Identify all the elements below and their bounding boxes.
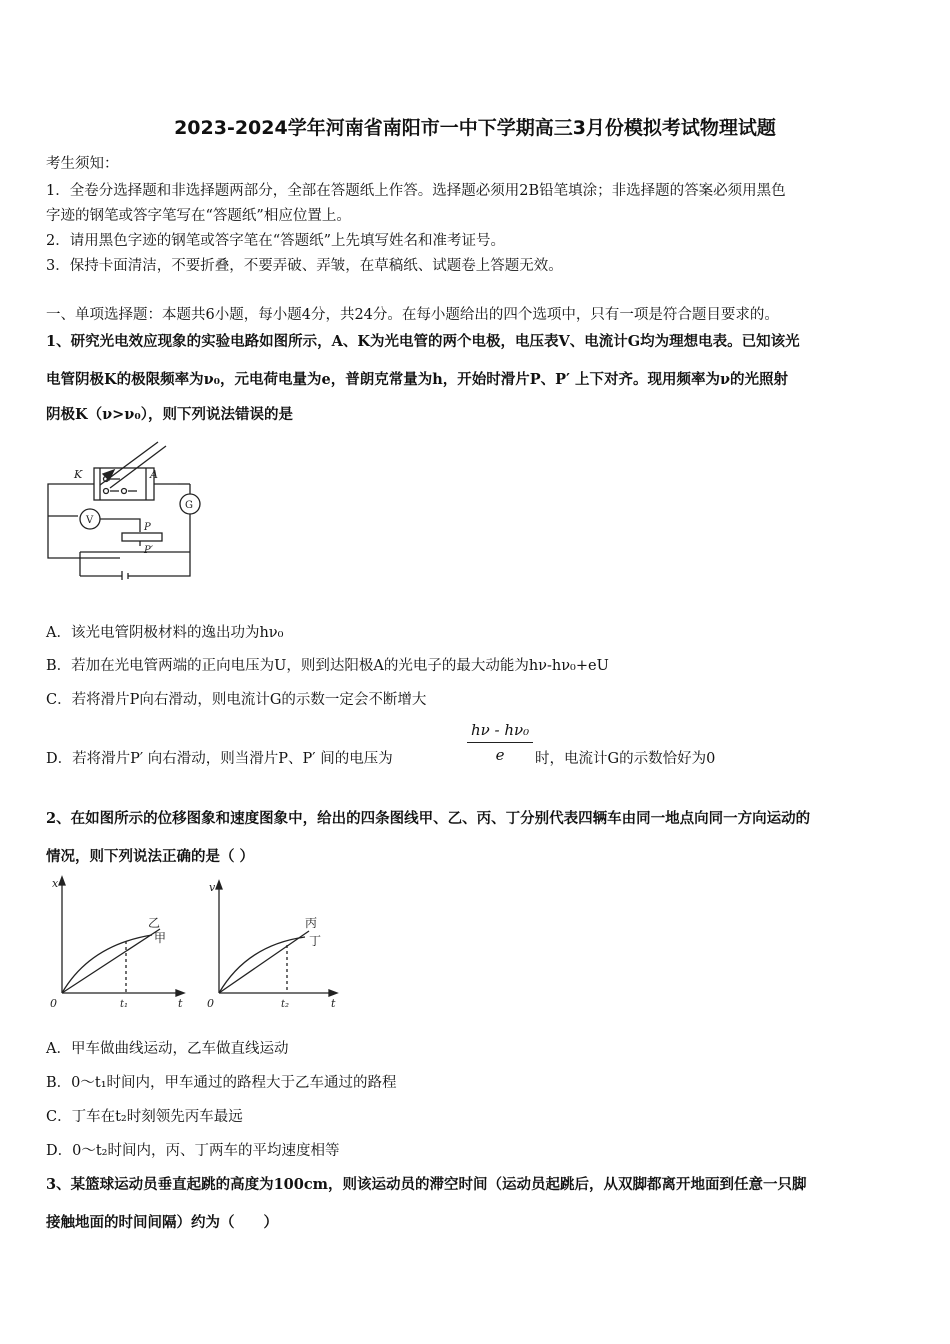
label-p: P	[144, 522, 151, 533]
axis-label-t: t	[178, 997, 183, 1010]
q2-stem: 情况，则下列说法正确的是（ ）	[46, 848, 255, 865]
q2-option-c: C．丁车在t₂时刻领先丙车最远	[46, 1109, 243, 1125]
q2-option-d: D．0～t₂时间内，丙、丁两车的平均速度相等	[46, 1143, 340, 1159]
curve-label-bing: 丙	[305, 916, 318, 930]
q1-stem: 电管阴极K的极限频率为ν₀，元电荷电量为e，普朗克常量为h，开始时滑片P、P′ 上下对齐。现用频率为ν的光照射	[46, 371, 789, 388]
label-a: A	[150, 468, 158, 481]
notice-item: 1．全卷分选择题和非选择题两部分，全部在答题纸上作答。选择题必须用2B铅笔填涂；非选择题的答案必须用黑色	[46, 183, 786, 199]
q1-option-c: C．若将滑片P向右滑动，则电流计G的示数一定会不断增大	[46, 692, 427, 708]
label-voltmeter: V	[86, 515, 94, 526]
curve-label-jia: 甲	[154, 931, 167, 945]
displacement-time-graph	[40, 875, 200, 1015]
q1-option-a: A．该光电管阴极材料的逸出功为hν₀	[46, 625, 284, 641]
fraction-denominator: e	[495, 746, 505, 764]
q3-stem: 接触地面的时间间隔）约为（ ）	[46, 1214, 278, 1231]
photoelectric-circuit-figure	[40, 440, 210, 580]
label-k: K	[74, 468, 83, 481]
section-heading: 一、单项选择题：本题共6小题，每小题4分，共24分。在每小题给出的四个选项中，只有一项是符合题目要求的。	[46, 307, 779, 323]
q2-stem: 2、在如图所示的位移图象和速度图象中，给出的四条图线甲、乙、丙、丁分别代表四辆车由同一地点向同一方向运动的	[46, 810, 811, 827]
axis-label-v: v	[209, 881, 216, 894]
label-galvanometer: G	[185, 500, 193, 511]
tick-label-t2: t₂	[281, 999, 290, 1010]
tick-label-t1: t₁	[120, 999, 129, 1010]
notice-item: 字迹的钢笔或答字笔写在“答题纸”相应位置上。	[46, 208, 351, 224]
q1-option-b: B．若加在光电管两端的正向电压为U，则到达阳极A的光电子的最大动能为hν-hν₀+eU	[46, 658, 609, 674]
q2-option-b: B．0～t₁时间内，甲车通过的路程大于乙车通过的路程	[46, 1075, 397, 1091]
q2-option-a: A．甲车做曲线运动，乙车做直线运动	[46, 1041, 289, 1057]
q3-stem: 3、某篮球运动员垂直起跳的高度为100cm，则该运动员的滞空时间（运动员起跳后，从双脚都离开地面到任意一只脚	[46, 1176, 807, 1193]
q1-option-d-post: 时，电流计G的示数恰好为0	[535, 751, 716, 767]
notice-item: 3．保持卡面清洁，不要折叠，不要弄破、弄皱，在草稿纸、试题卷上答题无效。	[46, 258, 563, 274]
notice-heading: 考生须知：	[46, 156, 119, 172]
origin-label: 0	[207, 997, 214, 1010]
notice-item: 2．请用黑色字迹的钢笔或答字笔在“答题纸”上先填写姓名和准考证号。	[46, 233, 506, 249]
q1-stem: 阴极K（ν>ν₀），则下列说法错误的是	[46, 406, 293, 423]
fraction-numerator: hν - hν₀	[471, 721, 530, 739]
velocity-time-graph	[197, 875, 357, 1015]
page-title: 2023-2024学年河南省南阳市一中下学期高三3月份模拟考试物理试题	[174, 117, 776, 139]
curve-label-yi: 乙	[148, 916, 161, 930]
q1-option-d-pre: D．若将滑片P′ 向右滑动，则当滑片P、P′ 间的电压为	[46, 751, 393, 767]
label-p-prime: P′	[144, 545, 153, 556]
axis-label-t: t	[331, 997, 336, 1010]
q1-stem: 1、研究光电效应现象的实验电路如图所示，A、K为光电管的两个电极，电压表V、电流计G均为理想电表。已知该光	[46, 333, 800, 350]
q1-option-d-fraction	[467, 721, 533, 764]
origin-label: 0	[50, 997, 57, 1010]
curve-label-ding: 丁	[309, 934, 322, 948]
axis-label-x: x	[52, 877, 59, 890]
